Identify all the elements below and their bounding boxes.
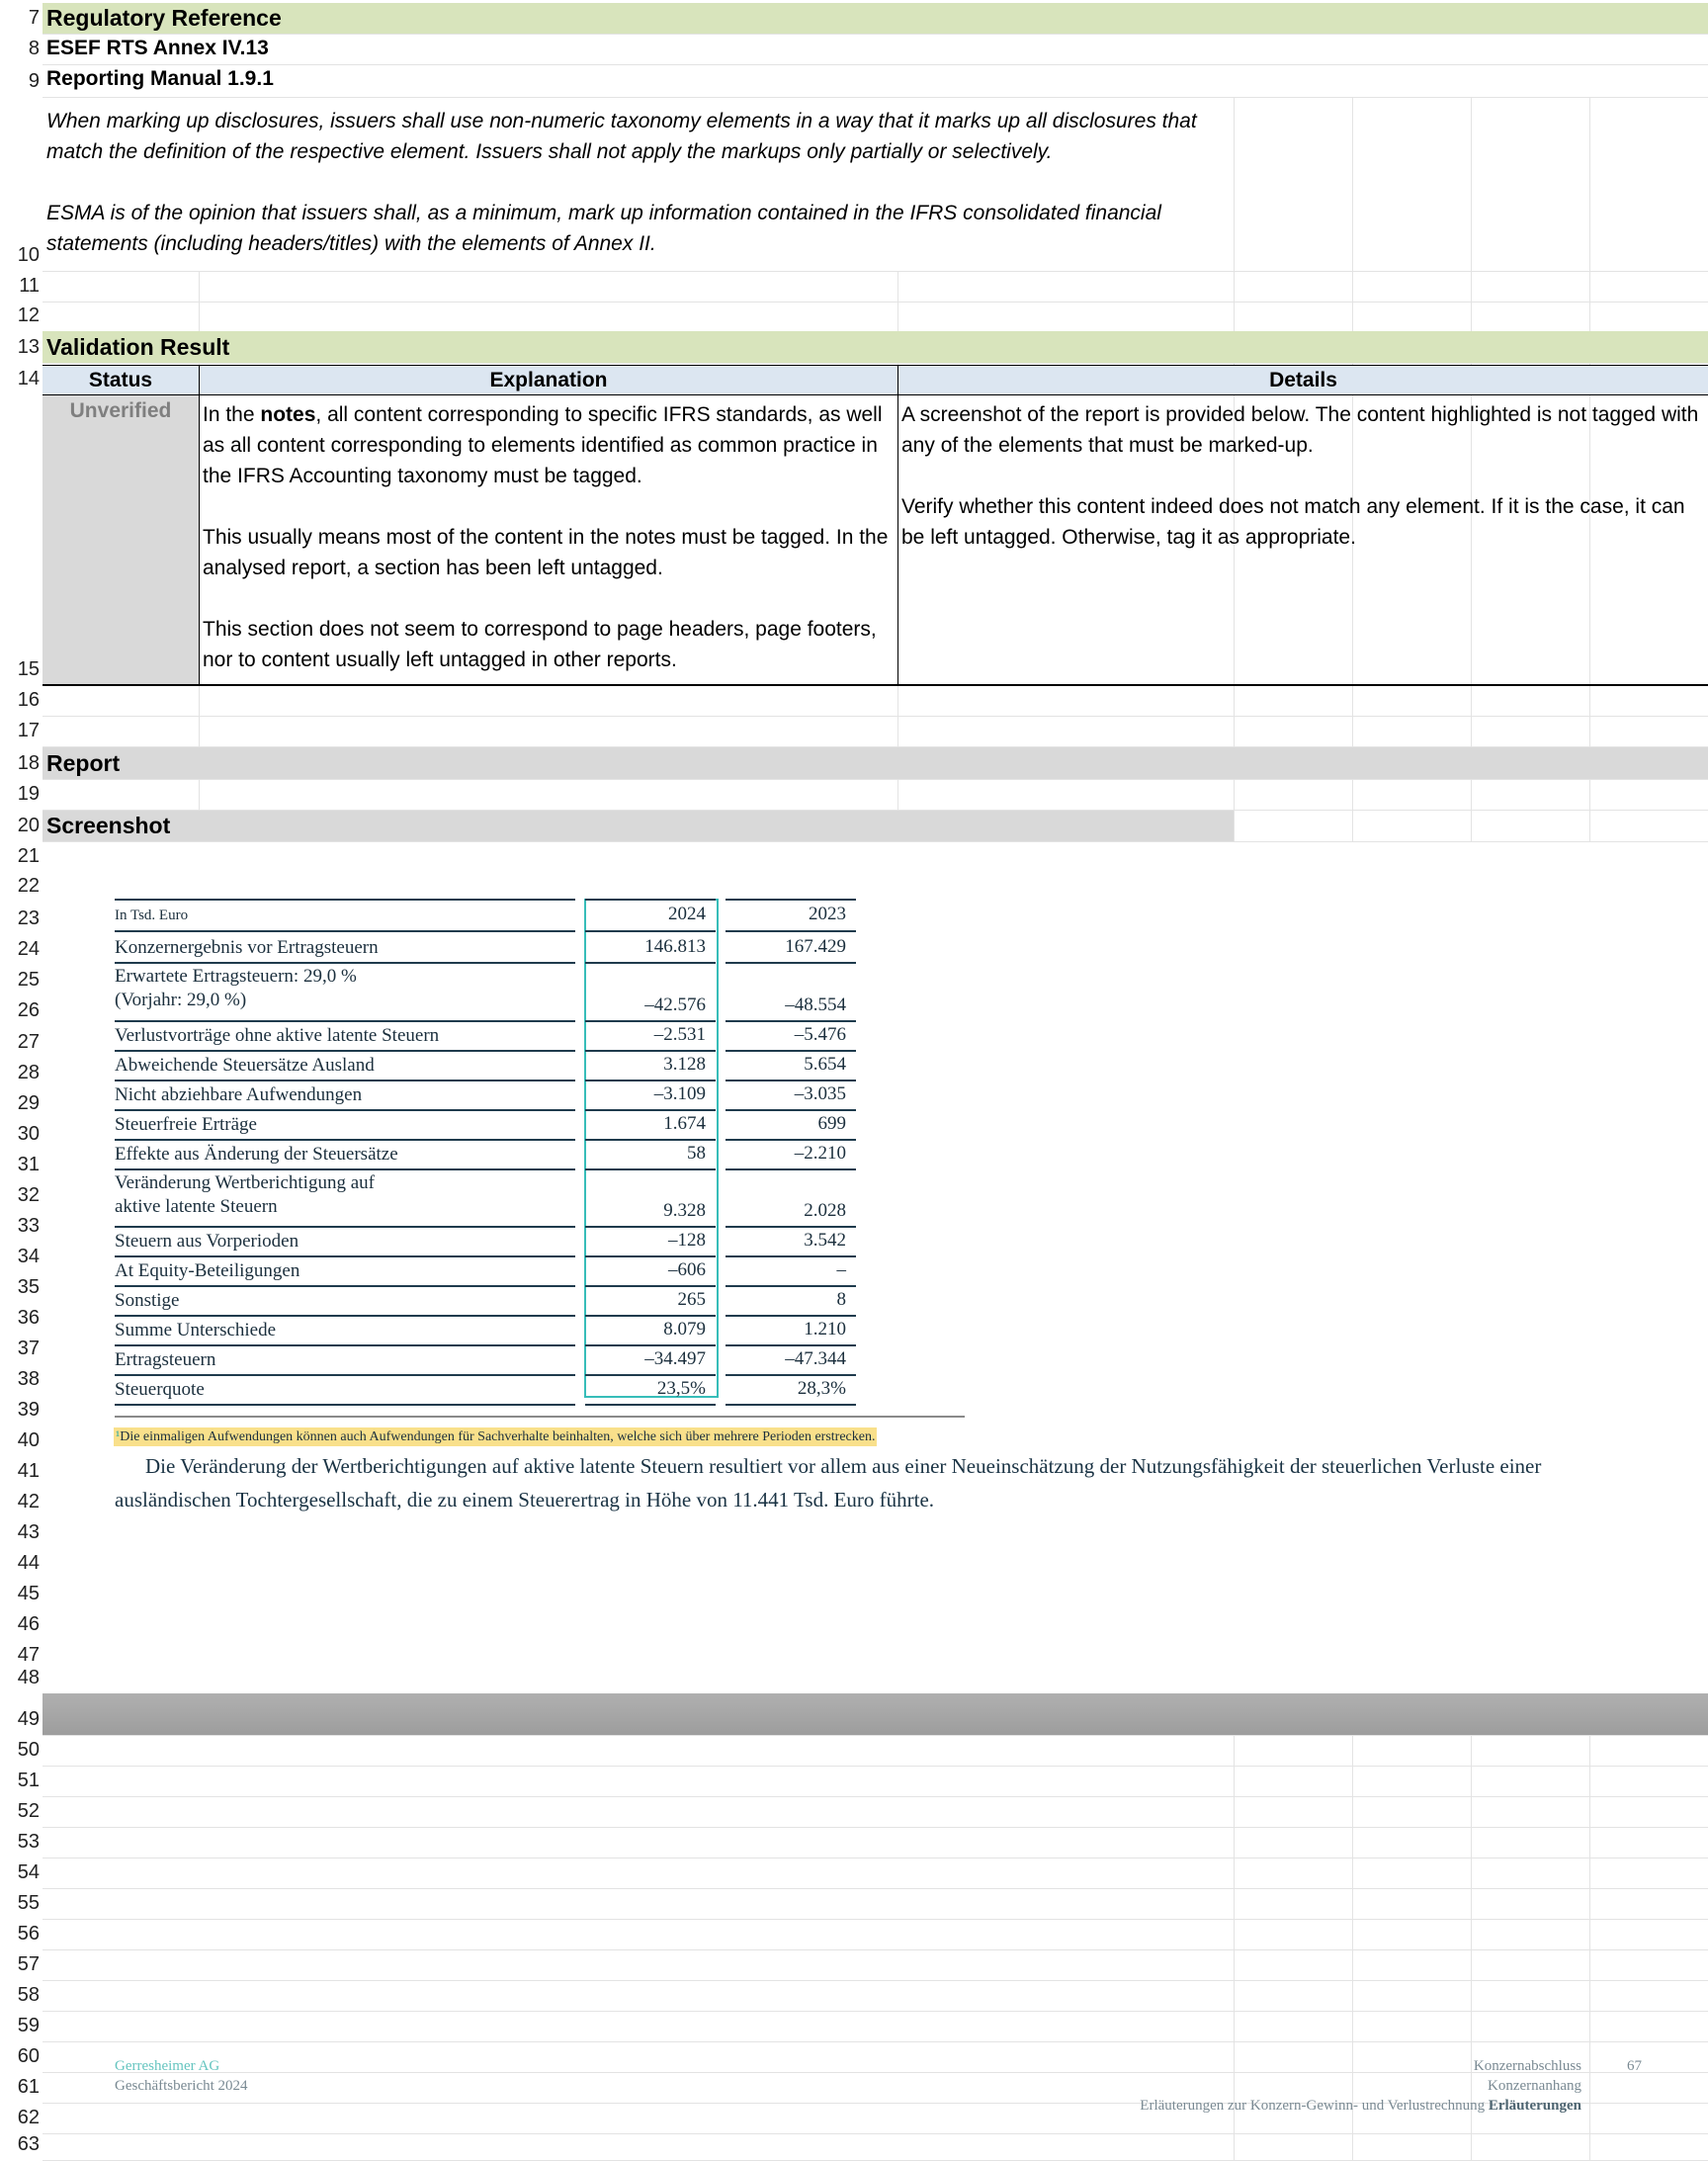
report-band xyxy=(43,747,1708,779)
column-gridline xyxy=(1352,97,1353,841)
table-row-label: Erwartete Ertragsteuern: 29,0 % xyxy=(115,966,357,987)
row-header[interactable]: 34 xyxy=(17,1246,40,1267)
table-rule-label xyxy=(115,1404,575,1406)
table-rule-2024 xyxy=(585,1255,716,1257)
table-rule-label xyxy=(115,1226,575,1228)
table-rule-2024 xyxy=(585,1139,716,1141)
row-header[interactable]: 22 xyxy=(17,875,40,897)
table-rule-2024 xyxy=(585,1109,716,1111)
table-rule-2023 xyxy=(726,962,856,964)
table-value-2024: –34.497 xyxy=(644,1348,706,1369)
description-paragraph-2[interactable]: ESMA is of the opinion that issuers shall, as a minimum, mark up information contained in the IFRS consolidated financial statements (including headers/titles) with the elements of Annex II. xyxy=(46,202,1161,255)
table-row-label-line-2: (Vorjahr: 29,0 %) xyxy=(115,990,247,1010)
row-header[interactable]: 21 xyxy=(17,845,40,867)
table-rule-2023 xyxy=(726,1285,856,1287)
column-gridline xyxy=(1589,1735,1590,2160)
details-text-2[interactable]: Verify whether this content indeed does not match any element. If it is the case, it can be left untagged. Otherwise, tag it as appropriate. xyxy=(901,495,1685,549)
table-row-label: Veränderung Wertberichtigung auf xyxy=(115,1172,375,1193)
footnote-mark: ¹ xyxy=(116,1429,121,1444)
row-header[interactable]: 52 xyxy=(17,1800,40,1822)
table-rule-label xyxy=(115,1109,575,1111)
esef-reference[interactable]: ESEF RTS Annex IV.13 xyxy=(46,37,269,59)
table-rule-label xyxy=(115,1344,575,1346)
row-header[interactable]: 47 xyxy=(17,1644,40,1666)
regulatory-reference-band xyxy=(43,3,1708,34)
table-rule-2023 xyxy=(726,1080,856,1081)
row-header[interactable]: 25 xyxy=(17,969,40,991)
row-gridline xyxy=(43,64,1708,65)
table-rule-2023 xyxy=(726,1168,856,1170)
status-cell[interactable] xyxy=(43,395,200,684)
table-value-2024: 23,5% xyxy=(656,1378,706,1399)
table-value-2024: –42.576 xyxy=(644,994,706,1015)
table-rule-2023 xyxy=(726,1374,856,1376)
column-gridline xyxy=(1234,97,1235,841)
table-rule-2024 xyxy=(585,1344,716,1346)
row-header[interactable]: 14 xyxy=(17,368,40,389)
table-rule-2023 xyxy=(726,1139,856,1141)
row-header[interactable]: 37 xyxy=(17,1338,40,1359)
table-col-2023: 2023 xyxy=(809,904,846,924)
table-rule-2024 xyxy=(585,1080,716,1081)
row-header[interactable]: 24 xyxy=(17,938,40,960)
screenshot-band xyxy=(43,811,1234,841)
row-header[interactable]: 53 xyxy=(17,1831,40,1853)
report-body-line-1: Die Veränderung der Wertberichtigungen auf aktive latente Steuern resultiert vor allem aus einer Neueinschätzung der Nutzungsfähigkeit der steuerlichen Verluste einer xyxy=(145,1454,1542,1478)
status-header[interactable]: Status xyxy=(43,365,200,395)
row-gridline xyxy=(43,302,1708,303)
table-rule-2023 xyxy=(726,1109,856,1111)
row-gridline xyxy=(43,716,1708,717)
row-header[interactable]: 49 xyxy=(17,1708,40,1730)
table-row-label: Steuerfreie Erträge xyxy=(115,1114,257,1135)
table-rule-2023 xyxy=(726,1404,856,1406)
table-rule-2023 xyxy=(726,1344,856,1346)
row-header[interactable]: 59 xyxy=(17,2015,40,2036)
row-header[interactable]: 35 xyxy=(17,1276,40,1298)
explanation-text[interactable] xyxy=(203,399,895,491)
report-title[interactable]: Report xyxy=(46,750,121,776)
row-gridline xyxy=(43,363,1708,364)
row-gridline xyxy=(43,2072,1708,2073)
row-header[interactable]: 44 xyxy=(17,1552,40,1574)
table-value-2023: 1.210 xyxy=(804,1319,846,1340)
table-value-2023: 28,3% xyxy=(797,1378,846,1399)
row-gridline xyxy=(43,841,1708,842)
table-col-2024: 2024 xyxy=(668,904,706,924)
table-rule-2024 xyxy=(585,1315,716,1317)
table-rule-label xyxy=(115,1139,575,1141)
footer-page-number: 67 xyxy=(1627,2058,1642,2074)
table-row-label: Abweichende Steuersätze Ausland xyxy=(115,1055,375,1076)
table-value-2023: –47.344 xyxy=(785,1348,846,1369)
screenshot-title[interactable]: Screenshot xyxy=(46,813,171,838)
row-header[interactable]: 61 xyxy=(17,2076,40,2098)
table-rule-2024 xyxy=(585,1404,716,1406)
row-header[interactable]: 7 xyxy=(28,7,40,29)
footer-section-3-bold: Erläuterungen xyxy=(1488,2098,1581,2114)
column-gridline xyxy=(1471,97,1472,841)
row-header[interactable]: 57 xyxy=(17,1953,40,1975)
row-header[interactable]: 54 xyxy=(17,1861,40,1883)
row-header[interactable]: 26 xyxy=(17,999,40,1021)
table-value-2023: – xyxy=(836,1259,846,1280)
table-rule-label xyxy=(115,962,575,964)
row-header[interactable]: 60 xyxy=(17,2045,40,2067)
column-gridline xyxy=(1589,97,1590,841)
row-gridline xyxy=(43,1888,1708,1889)
row-header[interactable]: 33 xyxy=(17,1215,40,1237)
table-value-2024: 1.674 xyxy=(663,1113,706,1134)
table-rule-label xyxy=(115,1315,575,1317)
table-rule-label xyxy=(115,1374,575,1376)
table-row-label: Steuern aus Vorperioden xyxy=(115,1231,299,1252)
row-header[interactable]: 42 xyxy=(17,1491,40,1513)
explanation-cell-border xyxy=(897,395,898,684)
table-rule-2024 xyxy=(585,899,716,901)
row-header[interactable]: 48 xyxy=(17,1667,40,1688)
table-row-label: Verlustvorträge ohne aktive latente Steuern xyxy=(115,1025,440,1046)
table-rule-2024 xyxy=(585,1168,716,1170)
footer-section-1: Konzernabschluss xyxy=(1473,2058,1581,2074)
row-header[interactable]: 58 xyxy=(17,1984,40,2006)
row-header[interactable]: 23 xyxy=(17,908,40,929)
table-rule-2024 xyxy=(585,1020,716,1022)
row-header[interactable]: 27 xyxy=(17,1031,40,1053)
table-value-2023: –2.210 xyxy=(794,1143,846,1164)
row-gridline xyxy=(43,1980,1708,1981)
row-gridline xyxy=(43,271,1708,272)
row-gridline xyxy=(43,2011,1708,2012)
footer-section-3 xyxy=(1140,2096,1581,2116)
details-header[interactable]: Details xyxy=(898,365,1708,395)
table-row-label: Ertragsteuern xyxy=(115,1349,216,1370)
row-header[interactable]: 38 xyxy=(17,1368,40,1390)
row-header[interactable]: 40 xyxy=(17,1429,40,1451)
table-rule-2024 xyxy=(585,1050,716,1052)
table-value-2024: –3.109 xyxy=(653,1083,706,1104)
table-rule-label xyxy=(115,1020,575,1022)
row-header[interactable]: 32 xyxy=(17,1184,40,1206)
table-value-2023: 167.429 xyxy=(785,936,846,957)
row-header[interactable]: 62 xyxy=(17,2107,40,2128)
explanation-text-bold: notes xyxy=(260,403,316,426)
reporting-manual-reference[interactable]: Reporting Manual 1.9.1 xyxy=(46,67,274,90)
description-paragraph-1[interactable]: When marking up disclosures, issuers shall use non-numeric taxonomy elements in a way that it marks up all disclosures that match the definition of the respective element. Issuers shall not apply the markups only partially or selectively. xyxy=(46,110,1197,163)
row-header[interactable]: 20 xyxy=(17,815,40,836)
validation-bottom-border xyxy=(43,684,1708,686)
table-rule-2023 xyxy=(726,1226,856,1228)
table-value-2023: 8 xyxy=(836,1289,846,1310)
row-header[interactable]: 13 xyxy=(17,336,40,358)
row-gridline xyxy=(43,97,1708,98)
footer-section-3-text: Erläuterungen zur Konzern-Gewinn- und Verlustrechnung xyxy=(1140,2098,1489,2114)
table-rule-2023 xyxy=(726,899,856,901)
regulatory-reference-title[interactable]: Regulatory Reference xyxy=(46,5,282,31)
report-body-line-2: ausländischen Tochtergesellschaft, die zu einem Steuerertrag in Höhe von 11.441 Tsd. Euro führte. xyxy=(115,1488,935,1512)
row-header[interactable]: 56 xyxy=(17,1923,40,1945)
row-header[interactable]: 11 xyxy=(19,275,40,297)
footer-company: Gerresheimer AG xyxy=(115,2058,220,2074)
table-row-label: At Equity-Beteiligungen xyxy=(115,1260,300,1281)
table-value-2023: –5.476 xyxy=(794,1024,846,1045)
table-rule-label xyxy=(115,1255,575,1257)
table-row-label: Nicht abziehbare Aufwendungen xyxy=(115,1084,363,1105)
table-rule-2023 xyxy=(726,1050,856,1052)
footnote-text: Die einmaligen Aufwendungen können auch Aufwendungen für Sachverhalte beinhalten, welche sich über mehrere Perioden erstrecken. xyxy=(120,1429,876,1444)
row-header[interactable]: 12 xyxy=(17,304,40,326)
footer-section-2: Konzernanhang xyxy=(1488,2078,1581,2094)
row-header[interactable]: 29 xyxy=(17,1092,40,1114)
row-header[interactable]: 30 xyxy=(17,1123,40,1145)
validation-result-band xyxy=(43,331,1708,363)
table-rule-label xyxy=(115,1080,575,1081)
table-rule-label xyxy=(115,899,575,901)
table-rule-label xyxy=(115,1168,575,1170)
table-row-label: Steuerquote xyxy=(115,1379,205,1400)
row-gridline xyxy=(43,1735,1708,1736)
table-value-2024: –128 xyxy=(668,1230,706,1251)
details-text-1[interactable]: A screenshot of the report is provided below. The content highlighted is not tagged with any of the elements that must be marked-up. xyxy=(901,403,1699,457)
table-row-label: Konzernergebnis vor Ertragsteuern xyxy=(115,937,379,958)
row-header[interactable]: 17 xyxy=(17,720,40,741)
row-header[interactable]: 36 xyxy=(17,1307,40,1329)
table-value-2024: 3.128 xyxy=(663,1054,706,1075)
table-value-2024: 58 xyxy=(687,1143,706,1164)
row-header[interactable]: 45 xyxy=(17,1583,40,1604)
row-header[interactable]: 19 xyxy=(17,783,40,805)
table-rule-2024 xyxy=(585,1374,716,1376)
row-header[interactable]: 18 xyxy=(17,752,40,774)
table-row-label: Effekte aus Änderung der Steuersätze xyxy=(115,1144,398,1165)
footer-report-name: Geschäftsbericht 2024 xyxy=(115,2078,248,2094)
row-gridline xyxy=(43,2041,1708,2042)
table-value-2024: 146.813 xyxy=(644,936,706,957)
row-header[interactable]: 10 xyxy=(17,244,40,266)
table-value-2023: 699 xyxy=(817,1113,846,1134)
explanation-text-post: , all content corresponding to specific IFRS standards, as well as all content corresponding to elements identified as common practice in the IFRS Accounting taxonomy must be tagged. xyxy=(203,403,883,487)
explanation-text-pre: In the xyxy=(203,403,261,426)
table-rule-2024 xyxy=(585,930,716,932)
row-header[interactable]: 41 xyxy=(17,1460,40,1482)
row-header[interactable]: 63 xyxy=(17,2133,40,2155)
row-header[interactable]: 9 xyxy=(28,70,40,92)
footnote-rule xyxy=(115,1416,965,1418)
row-header[interactable]: 8 xyxy=(28,38,40,59)
row-header[interactable]: 51 xyxy=(17,1770,40,1791)
table-rule-label xyxy=(115,1050,575,1052)
footnote-highlight[interactable] xyxy=(114,1427,877,1446)
status-value: Unverified xyxy=(69,399,172,422)
table-value-2023: 5.654 xyxy=(804,1054,846,1075)
row-gridline xyxy=(43,1766,1708,1767)
table-value-2024: 9.328 xyxy=(663,1200,706,1221)
table-rule-2023 xyxy=(726,930,856,932)
table-value-2024: –606 xyxy=(668,1259,706,1280)
table-value-2024: –2.531 xyxy=(653,1024,706,1045)
table-value-2023: 3.542 xyxy=(804,1230,846,1251)
table-value-2024: 265 xyxy=(677,1289,706,1310)
validation-result-title[interactable]: Validation Result xyxy=(46,334,230,360)
row-gridline xyxy=(43,1796,1708,1797)
row-header[interactable]: 39 xyxy=(17,1399,40,1421)
explanation-text-2[interactable]: This usually means most of the content in the notes must be tagged. In the analysed report, a section has been left untagged. xyxy=(203,526,889,579)
row-header[interactable]: 55 xyxy=(17,1892,40,1914)
row-gridline xyxy=(43,2133,1708,2134)
table-value-2023: 2.028 xyxy=(804,1200,846,1221)
row-gridline xyxy=(43,1949,1708,1950)
table-rule-2024 xyxy=(585,1285,716,1287)
table-unit-label: In Tsd. Euro xyxy=(115,908,189,923)
table-value-2023: –48.554 xyxy=(785,994,846,1015)
table-rule-2023 xyxy=(726,1315,856,1317)
row-header[interactable]: 16 xyxy=(17,689,40,711)
table-rule-2024 xyxy=(585,962,716,964)
explanation-header[interactable]: Explanation xyxy=(200,365,898,395)
row-header[interactable]: 15 xyxy=(17,658,40,680)
table-rule-2024 xyxy=(585,1226,716,1228)
row-header[interactable]: 28 xyxy=(17,1062,40,1083)
table-rule-label xyxy=(115,930,575,932)
row-gridline xyxy=(43,34,1708,35)
row-49-band xyxy=(43,1693,1708,1735)
table-row-label: Summe Unterschiede xyxy=(115,1320,277,1340)
table-rule-2023 xyxy=(726,1255,856,1257)
explanation-text-3[interactable]: This section does not seem to correspond to page headers, page footers, nor to content usually left untagged in other reports. xyxy=(203,618,877,671)
row-header[interactable]: 46 xyxy=(17,1613,40,1635)
row-header[interactable]: 31 xyxy=(17,1154,40,1175)
table-row-label-line-2: aktive latente Steuern xyxy=(115,1196,278,1217)
table-rule-2023 xyxy=(726,1020,856,1022)
row-gridline xyxy=(43,779,1708,780)
table-value-2024: 8.079 xyxy=(663,1319,706,1340)
table-value-2023: –3.035 xyxy=(794,1083,846,1104)
table-row-label: Sonstige xyxy=(115,1290,180,1311)
table-rule-label xyxy=(115,1285,575,1287)
row-header[interactable]: 43 xyxy=(17,1521,40,1543)
row-gridline xyxy=(43,1827,1708,1828)
row-gridline xyxy=(43,1919,1708,1920)
row-header[interactable]: 50 xyxy=(17,1739,40,1761)
